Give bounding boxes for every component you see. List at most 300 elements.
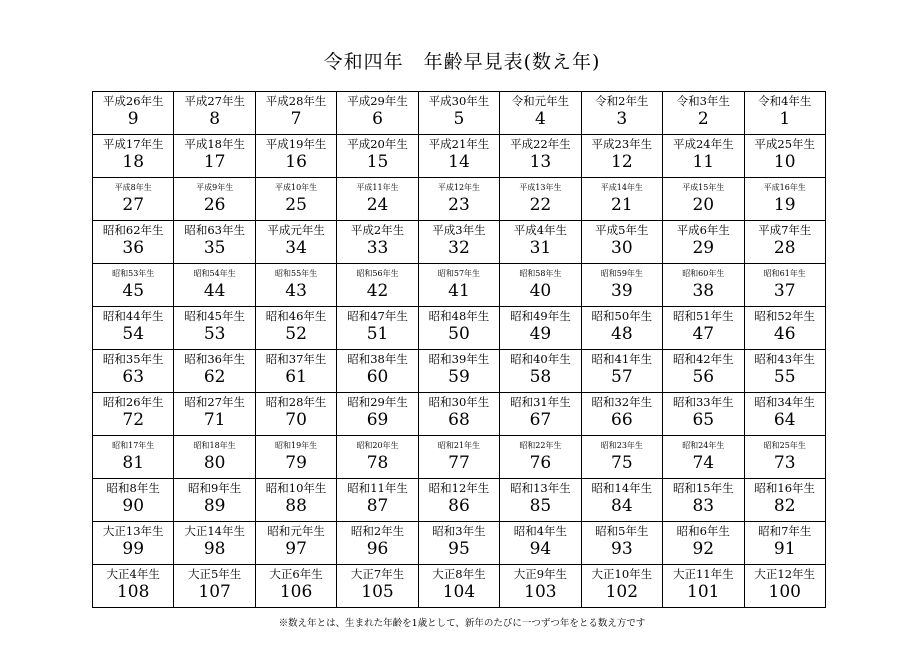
- birth-year-label: 昭和25年生: [763, 441, 806, 450]
- age-value: 88: [285, 496, 307, 516]
- birth-year-label: 平成9年生: [196, 183, 234, 192]
- birth-year-label: 昭和38年生: [347, 352, 408, 366]
- birth-year-label: 昭和53年生: [112, 269, 155, 278]
- age-value: 20: [692, 195, 715, 215]
- birth-year-label: 平成5年生: [595, 223, 649, 237]
- birth-year-label: 平成17年生: [102, 137, 164, 151]
- table-cell: [663, 479, 744, 522]
- table-cell: [255, 522, 336, 565]
- age-value: 30: [611, 238, 633, 258]
- birth-year-label: 昭和60年生: [682, 269, 725, 278]
- age-value: 28: [773, 238, 796, 258]
- birth-year-label: 昭和33年生: [672, 395, 734, 409]
- birth-year-label: 昭和22年生: [519, 441, 562, 450]
- age-value: 42: [366, 281, 389, 301]
- birth-year-label: 昭和15年生: [672, 481, 734, 495]
- table-cell: [500, 350, 581, 393]
- birth-year-label: 平成14年生: [600, 183, 643, 192]
- age-value: 9: [127, 109, 139, 129]
- birth-year-label: 平成7年生: [758, 223, 812, 237]
- age-value: 57: [611, 367, 633, 387]
- age-value: 45: [122, 281, 145, 301]
- birth-year-label: 昭和3年生: [432, 524, 486, 538]
- birth-year-label: 昭和55年生: [275, 269, 318, 278]
- birth-year-label: 昭和37年生: [265, 352, 327, 366]
- table-cell: [418, 350, 499, 393]
- table-cell: [500, 522, 581, 565]
- age-value: 13: [529, 152, 552, 172]
- age-value: 53: [203, 324, 226, 344]
- table-cell: [744, 221, 826, 264]
- age-value: 73: [773, 453, 796, 473]
- age-value: 41: [448, 281, 470, 301]
- birth-year-label: 昭和11年生: [347, 481, 408, 495]
- birth-year-label: 平成12年生: [437, 183, 481, 192]
- birth-year-label: 昭和45年生: [184, 309, 245, 323]
- table-cell: [93, 522, 174, 565]
- age-value: 39: [611, 281, 633, 301]
- birth-year-label: 昭和18年生: [193, 441, 236, 450]
- age-value: 19: [773, 195, 796, 215]
- table-cell: [337, 92, 418, 135]
- birth-year-label: 昭和58年生: [519, 269, 562, 278]
- table-cell: [418, 307, 499, 350]
- table-cell: [93, 135, 174, 178]
- table-cell: [500, 307, 581, 350]
- birth-year-label: 昭和57年生: [437, 269, 481, 278]
- age-value: 59: [448, 367, 470, 387]
- birth-year-label: 平成22年生: [510, 137, 571, 151]
- table-cell: [581, 350, 662, 393]
- age-value: 75: [611, 453, 633, 473]
- birth-year-label: 昭和42年生: [672, 352, 734, 366]
- age-value: 15: [366, 152, 389, 172]
- birth-year-label: 昭和7年生: [758, 524, 812, 538]
- table-cell: [93, 178, 174, 221]
- table-cell: [337, 307, 418, 350]
- age-value: 5: [453, 109, 465, 129]
- birth-year-label: 平成30年生: [428, 94, 490, 108]
- table-cell: [744, 393, 826, 436]
- birth-year-label: 平成20年生: [347, 137, 408, 151]
- table-cell: [337, 221, 418, 264]
- table-cell: [663, 264, 744, 307]
- table-cell: [174, 307, 255, 350]
- birth-year-label: 昭和47年生: [347, 309, 408, 323]
- birth-year-label: 平成4年生: [513, 223, 568, 237]
- age-value: 56: [692, 367, 715, 387]
- birth-year-label: 大正12年生: [754, 567, 816, 581]
- birth-year-label: 昭和29年生: [347, 395, 408, 409]
- birth-year-label: 昭和41年生: [591, 352, 653, 366]
- table-cell: [418, 92, 499, 135]
- table-cell: [744, 522, 826, 565]
- birth-year-label: 昭和36年生: [184, 352, 245, 366]
- age-value: 22: [529, 195, 552, 215]
- table-cell: [663, 350, 744, 393]
- table-row: [93, 264, 826, 307]
- birth-year-label: 平成13年生: [519, 183, 562, 192]
- age-value: 66: [611, 410, 633, 430]
- table-cell: [581, 92, 662, 135]
- birth-year-label: 昭和54年生: [193, 269, 236, 278]
- age-value: 50: [448, 324, 470, 344]
- table-cell: [93, 565, 174, 608]
- birth-year-label: 昭和2年生: [350, 524, 405, 538]
- table-cell: [581, 522, 662, 565]
- table-cell: [255, 565, 336, 608]
- birth-year-label: 平成8年生: [114, 183, 152, 192]
- birth-year-label: 昭和40年生: [510, 352, 571, 366]
- age-value: 95: [448, 539, 470, 559]
- table-row: [93, 565, 826, 608]
- birth-year-label: 昭和59年生: [600, 269, 643, 278]
- age-value: 69: [366, 410, 389, 430]
- age-value: 36: [122, 238, 145, 258]
- birth-year-label: 昭和56年生: [356, 269, 399, 278]
- birth-year-label: 昭和31年生: [510, 395, 571, 409]
- birth-year-label: 平成21年生: [428, 137, 490, 151]
- birth-year-label: 昭和12年生: [428, 481, 490, 495]
- table-cell: [663, 135, 744, 178]
- table-cell: [255, 479, 336, 522]
- birth-year-label: 昭和49年生: [510, 309, 571, 323]
- age-value: 43: [285, 281, 307, 301]
- age-value: 1: [779, 109, 791, 129]
- age-value: 10: [773, 152, 796, 172]
- table-cell: [744, 92, 826, 135]
- birth-year-label: 昭和35年生: [102, 352, 164, 366]
- age-value: 92: [692, 539, 715, 559]
- table-cell: [174, 264, 255, 307]
- birth-year-label: 昭和10年生: [265, 481, 327, 495]
- age-value: 96: [366, 539, 389, 559]
- table-row: [93, 393, 826, 436]
- table-row: [93, 350, 826, 393]
- table-cell: [663, 307, 744, 350]
- table-cell: [255, 221, 336, 264]
- age-value: 76: [529, 453, 552, 473]
- age-value: 64: [773, 410, 796, 430]
- birth-year-label: 平成2年生: [350, 223, 405, 237]
- table-cell: [93, 393, 174, 436]
- age-value: 33: [366, 238, 389, 258]
- birth-year-label: 平成元年生: [267, 223, 325, 237]
- birth-year-label: 昭和63年生: [184, 223, 245, 237]
- table-cell: [744, 479, 826, 522]
- age-value: 91: [773, 539, 796, 559]
- age-value: 8: [209, 109, 221, 129]
- table-cell: [255, 307, 336, 350]
- table-cell: [418, 393, 499, 436]
- table-cell: [337, 178, 418, 221]
- table-cell: [93, 264, 174, 307]
- table-cell: [93, 479, 174, 522]
- table-row: [93, 436, 826, 479]
- age-value: 2: [697, 109, 709, 129]
- table-cell: [337, 350, 418, 393]
- table-cell: [337, 436, 418, 479]
- age-value: 89: [203, 496, 226, 516]
- birth-year-label: 平成26年生: [102, 94, 164, 108]
- table-cell: [93, 436, 174, 479]
- birth-year-label: 平成15年生: [682, 183, 725, 192]
- table-cell: [255, 350, 336, 393]
- table-row: [93, 92, 826, 135]
- table-cell: [744, 565, 826, 608]
- age-value: 65: [692, 410, 715, 430]
- table-cell: [500, 135, 581, 178]
- birth-year-label: 平成11年生: [356, 183, 399, 192]
- birth-year-label: 昭和14年生: [591, 481, 653, 495]
- birth-year-label: 昭和17年生: [112, 441, 155, 450]
- birth-year-label: 大正7年生: [350, 567, 405, 581]
- birth-year-label: 平成18年生: [184, 137, 245, 151]
- table-cell: [744, 264, 826, 307]
- table-row: [93, 221, 826, 264]
- birth-year-label: 昭和23年生: [600, 441, 643, 450]
- table-cell: [174, 436, 255, 479]
- table-cell: [174, 565, 255, 608]
- age-value: 37: [773, 281, 796, 301]
- age-value: 101: [687, 582, 720, 602]
- birth-year-label: 昭和62年生: [102, 223, 164, 237]
- table-cell: [337, 393, 418, 436]
- birth-year-label: 昭和43年生: [754, 352, 816, 366]
- age-value: 60: [366, 367, 389, 387]
- age-value: 80: [203, 453, 226, 473]
- birth-year-label: 昭和16年生: [754, 481, 816, 495]
- age-value: 51: [366, 324, 389, 344]
- table-cell: [744, 436, 826, 479]
- table-cell: [500, 565, 581, 608]
- birth-year-label: 昭和9年生: [187, 481, 242, 495]
- page-title: 令和四年 年齢早見表(数え年): [323, 51, 601, 73]
- table-cell: [581, 479, 662, 522]
- birth-year-label: 昭和50年生: [591, 309, 653, 323]
- age-value: 52: [285, 324, 307, 344]
- age-value: 23: [448, 195, 470, 215]
- footnote: ※数え年とは、生まれた年齢を1歳として、新年のたびに一つずつ年をとる数え方です: [278, 618, 646, 629]
- birth-year-label: 昭和27年生: [184, 395, 245, 409]
- birth-year-label: 平成19年生: [265, 137, 327, 151]
- age-value: 93: [611, 539, 633, 559]
- age-value: 6: [372, 109, 383, 129]
- table-cell: [418, 221, 499, 264]
- table-cell: [93, 221, 174, 264]
- table-cell: [500, 436, 581, 479]
- table-cell: [255, 393, 336, 436]
- birth-year-label: 平成28年生: [265, 94, 327, 108]
- age-value: 85: [529, 496, 552, 516]
- birth-year-label: 昭和61年生: [763, 269, 806, 278]
- age-value: 12: [611, 152, 633, 172]
- table-cell: [581, 264, 662, 307]
- table-cell: [663, 393, 744, 436]
- table-cell: [174, 393, 255, 436]
- age-value: 63: [122, 367, 145, 387]
- birth-year-label: 昭和51年生: [672, 309, 734, 323]
- table-cell: [500, 393, 581, 436]
- age-value: 7: [290, 109, 302, 129]
- age-value: 77: [448, 453, 470, 473]
- age-value: 67: [529, 410, 552, 430]
- age-value: 107: [198, 582, 231, 602]
- age-value: 35: [203, 238, 226, 258]
- birth-year-label: 昭和46年生: [265, 309, 327, 323]
- table-cell: [663, 436, 744, 479]
- age-value: 44: [203, 281, 226, 301]
- birth-year-label: 平成3年生: [432, 223, 486, 237]
- table-cell: [581, 436, 662, 479]
- age-value: 74: [692, 453, 715, 473]
- birth-year-label: 大正4年生: [106, 567, 160, 581]
- age-value: 90: [122, 496, 145, 516]
- table-cell: [255, 92, 336, 135]
- age-value: 79: [285, 453, 307, 473]
- table-cell: [581, 221, 662, 264]
- age-value: 26: [203, 195, 226, 215]
- age-table: [92, 91, 826, 608]
- birth-year-label: 昭和52年生: [754, 309, 816, 323]
- age-value: 54: [122, 324, 145, 344]
- table-cell: [93, 92, 174, 135]
- age-table-body: [93, 92, 826, 608]
- age-value: 4: [534, 109, 546, 129]
- age-value: 108: [116, 582, 150, 602]
- table-cell: [581, 178, 662, 221]
- birth-year-label: 昭和39年生: [428, 352, 490, 366]
- table-row: [93, 178, 826, 221]
- age-value: 104: [442, 582, 476, 602]
- age-value: 103: [524, 582, 557, 602]
- age-value: 32: [448, 238, 470, 258]
- table-cell: [663, 221, 744, 264]
- birth-year-label: 平成16年生: [763, 183, 806, 192]
- table-cell: [174, 350, 255, 393]
- birth-year-label: 昭和19年生: [275, 441, 318, 450]
- table-cell: [255, 436, 336, 479]
- table-cell: [174, 479, 255, 522]
- table-cell: [418, 178, 499, 221]
- age-value: 71: [203, 410, 226, 430]
- table-cell: [744, 350, 826, 393]
- table-cell: [337, 135, 418, 178]
- age-value: 68: [448, 410, 470, 430]
- table-cell: [663, 178, 744, 221]
- birth-year-label: 昭和4年生: [513, 524, 568, 538]
- age-value: 40: [529, 281, 552, 301]
- birth-year-label: 大正6年生: [269, 567, 323, 581]
- age-value: 31: [529, 238, 552, 258]
- birth-year-label: 大正14年生: [184, 524, 245, 538]
- age-value: 17: [203, 152, 226, 172]
- birth-year-label: 昭和44年生: [102, 309, 164, 323]
- age-value: 82: [773, 496, 796, 516]
- age-value: 46: [773, 324, 796, 344]
- birth-year-label: 大正5年生: [187, 567, 242, 581]
- birth-year-label: 平成25年生: [754, 137, 816, 151]
- table-cell: [255, 178, 336, 221]
- age-value: 11: [692, 152, 715, 172]
- table-cell: [500, 221, 581, 264]
- table-cell: [581, 565, 662, 608]
- age-value: 27: [122, 195, 145, 215]
- birth-year-label: 平成27年生: [184, 94, 245, 108]
- age-value: 29: [692, 238, 715, 258]
- birth-year-label: 令和2年生: [595, 94, 649, 108]
- age-value: 34: [285, 238, 307, 258]
- age-value: 99: [122, 539, 145, 559]
- age-value: 102: [605, 582, 639, 602]
- age-value: 78: [366, 453, 389, 473]
- table-cell: [581, 135, 662, 178]
- table-cell: [663, 522, 744, 565]
- birth-year-label: 昭和21年生: [437, 441, 481, 450]
- birth-year-label: 昭和5年生: [595, 524, 649, 538]
- age-value: 14: [448, 152, 470, 172]
- age-value: 18: [122, 152, 145, 172]
- age-value: 106: [279, 582, 313, 602]
- age-value: 97: [285, 539, 307, 559]
- age-value: 86: [448, 496, 470, 516]
- age-value: 62: [203, 367, 226, 387]
- table-row: [93, 479, 826, 522]
- birth-year-label: 大正11年生: [672, 567, 734, 581]
- birth-year-label: 大正13年生: [102, 524, 164, 538]
- age-value: 38: [692, 281, 715, 301]
- age-value: 48: [611, 324, 633, 344]
- age-value: 3: [616, 109, 628, 129]
- table-cell: [418, 135, 499, 178]
- table-cell: [337, 479, 418, 522]
- birth-year-label: 令和3年生: [676, 94, 730, 108]
- age-value: 98: [203, 539, 226, 559]
- birth-year-label: 昭和13年生: [510, 481, 571, 495]
- table-cell: [337, 264, 418, 307]
- age-value: 21: [611, 195, 633, 215]
- age-value: 94: [529, 539, 552, 559]
- table-cell: [418, 264, 499, 307]
- birth-year-label: 平成6年生: [676, 223, 730, 237]
- birth-year-label: 昭和8年生: [106, 481, 160, 495]
- table-cell: [174, 522, 255, 565]
- table-cell: [500, 479, 581, 522]
- birth-year-label: 昭和6年生: [676, 524, 730, 538]
- age-value: 70: [285, 410, 307, 430]
- birth-year-label: 大正8年生: [432, 567, 486, 581]
- table-row: [93, 522, 826, 565]
- birth-year-label: 平成10年生: [275, 183, 318, 192]
- age-value: 100: [768, 582, 801, 602]
- table-cell: [418, 436, 499, 479]
- age-value: 16: [285, 152, 307, 172]
- table-cell: [500, 178, 581, 221]
- birth-year-label: 令和4年生: [758, 94, 812, 108]
- birth-year-label: 昭和20年生: [356, 441, 399, 450]
- table-cell: [418, 479, 499, 522]
- table-cell: [174, 178, 255, 221]
- birth-year-label: 大正10年生: [591, 567, 653, 581]
- age-value: 61: [285, 367, 307, 387]
- age-value: 58: [529, 367, 552, 387]
- birth-year-label: 令和元年生: [511, 94, 570, 108]
- birth-year-label: 平成29年生: [347, 94, 408, 108]
- table-cell: [255, 135, 336, 178]
- table-cell: [93, 350, 174, 393]
- table-cell: [663, 92, 744, 135]
- age-value: 81: [122, 453, 145, 473]
